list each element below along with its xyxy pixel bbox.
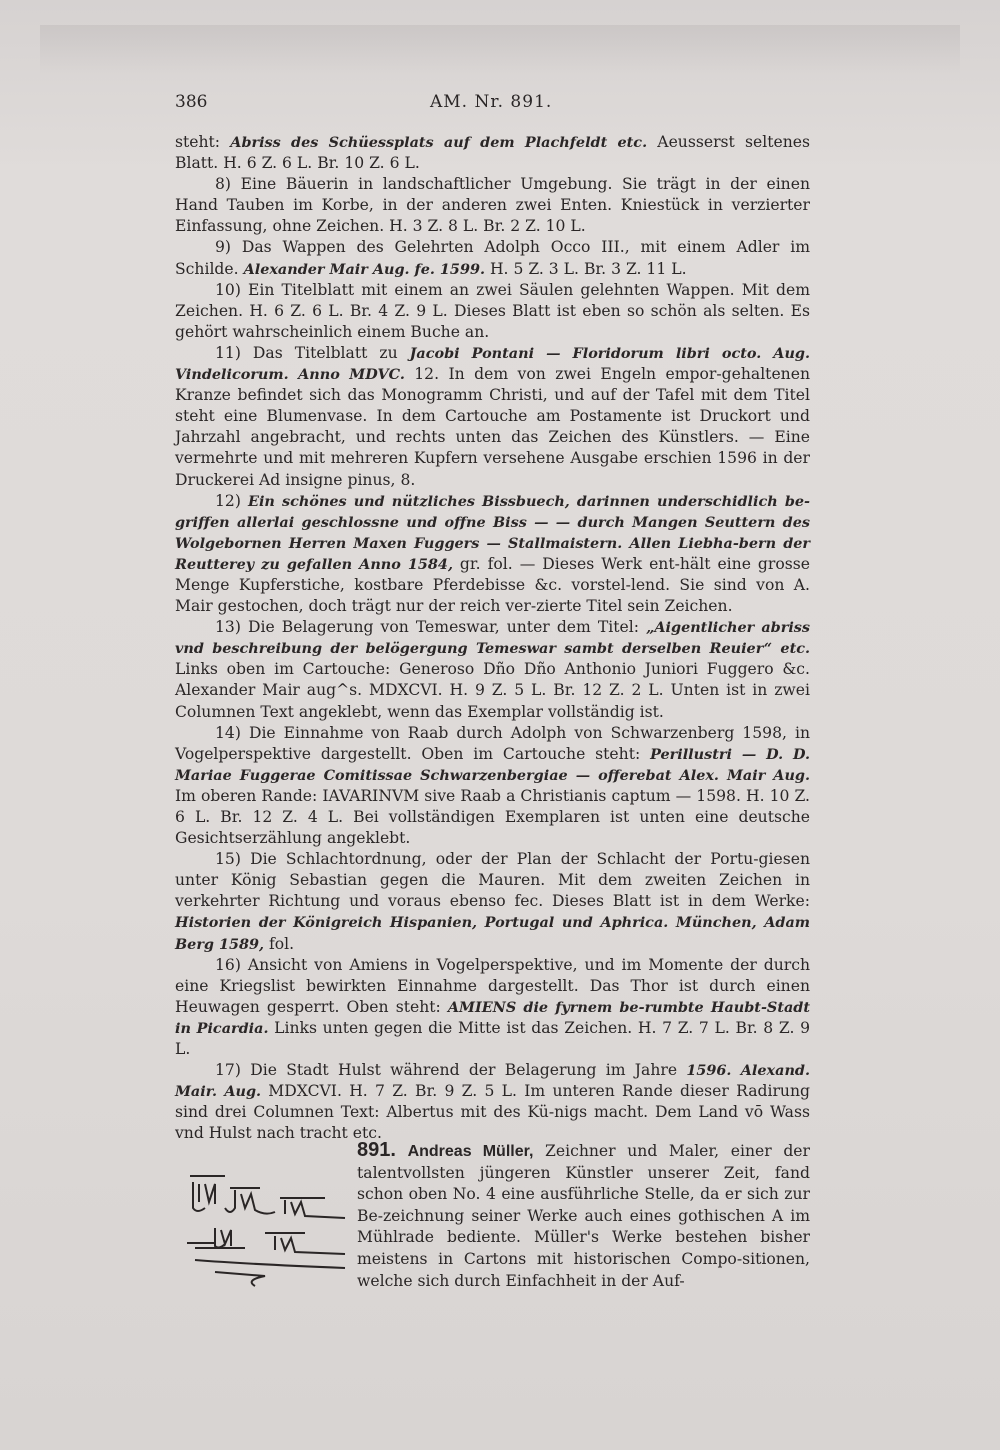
bleed-through-shadow [40, 25, 960, 75]
paragraph: 8) Eine Bäuerin in landschaftlicher Umgebung. Sie trägt in der einen Hand Tauben im Korbe, in der anderen zwei Enten. Kniestück in verzierter Einfassung, ohne Zeichen. H. 3 Z. 8 L. Br. 2 Z. 10 L. [175, 175, 810, 236]
monogram-5-icon [265, 1233, 345, 1254]
paragraph: 16) Ansicht von Amiens in Vogelperspektive, und im Momente der durch eine Kriegslist bewirkten Einnahme dargestellt. Das Thor ist durch einen Heuwagen gesperrt. Oben steht: AMIENS die fyrnem be-rumbte Haubt-Stadt in Picardia. Links unten gegen die Mitte ist das Zeichen. H. 7 Z. 7 L. Br. 8 Z. 9 L. [175, 955, 811, 1059]
paragraph: 14) Die Einnahme von Raab durch Adolph von Schwarzenberg 1598, in Vogelperspektive dargestellt. Oben im Cartouche steht: Perillustri — D. D. Mariae Fuggerae Comitissae Schwarzenbergiae — offerebat Alex. Mair Aug. Im oberen Rande: IAVARINVM sive Raab a Christianis captum — 1598. H. 10 Z. 6 L. Br. 12 Z. 4 L. Bei vollständigen Exemplaren ist unten eine deutsche Gesichtserzählung angeklebt. [175, 723, 810, 848]
paragraph: 17) Die Stadt Hulst während der Belagerung im Jahre 1596. Alexand. Mair. Aug. MDXCVI. H. 7 Z. Br. 9 Z. 5 L. Im unteren Rande dieser Radirung sind drei Columnen Text: Albertus mit des Kü-nigs macht. Dem Land vō Wass vnd Hulst nach tracht etc. [175, 1061, 811, 1143]
paragraph: 10) Ein Titelblatt mit einem an zwei Säulen gelehnten Wappen. Mit dem Zeichen. H. 6 Z. 6 L. Br. 4 Z. 9 L. Dieses Blatt ist eben so schön als selten. Es gehört wahrscheinlich einem Buche an. [175, 280, 810, 341]
main-text [175, 132, 810, 1145]
artist-name: Andreas Müller, [407, 1143, 534, 1160]
paragraph: 13) Die Belagerung von Temeswar, unter dem Titel: „Aigentlicher abriss vnd beschreibung der belögergung Temeswar sambt derselben Reuier“ etc. Links oben im Cartouche: Generoso Dño Dño Anthonio Juniori Fuggero &c. Alexander Mair aug^s. MDXCVI. H. 9 Z. 5 L. Br. 12 Z. 2 L. Unten ist in zwei Columnen Text angeklebt, wenn das Exemplar vollständig ist. [175, 618, 810, 721]
monogram-2-icon [225, 1188, 275, 1214]
monogram-4-icon [187, 1228, 245, 1248]
monogram-1-icon [190, 1176, 225, 1211]
monogram-marks [185, 1168, 350, 1288]
paragraph: 12) Ein schönes und nützliches Bissbuech, darinnen underschidlich be-griffen allerlai geschlossne und offne Biss — — durch Mangen Seuttern des Wolgebornen Herren Maxen Fuggers — Stallmaistern. Allen Liebha-bern der Reutterey zu gefallen Anno 1584, gr. fol. — Dieses Werk ent-hält eine grosse Menge Kupferstiche, kostbare Pferdebisse &c. vorstel-lend. Sie sind von A. Mair gestochen, doch trägt nur der reich ver-zierte Titel sein Zeichen. [175, 491, 811, 616]
page-number: 386 [175, 92, 208, 112]
running-title: AM. Nr. 891. [430, 92, 553, 112]
monogram-6-icon [195, 1260, 345, 1286]
page-header [175, 92, 805, 120]
artist-text: Zeichner und Maler, einer der talentvollsten jüngeren Künstler unserer Zeit, fand schon oben No. 4 eine ausführliche Stelle, da er sich zur Be-zeichnung seiner Werke auch eines gothischen A im Mühlrade bediente. Müller's Werke bestehen bisher meistens in Cartons mit historischen Compo-sitionen, welche sich durch Einfachheit in der Auf- [357, 1142, 810, 1290]
paragraph: 9) Das Wappen des Gelehrten Adolph Occo III., mit einem Adler im Schilde. Alexander Mair Aug. fe. 1599. H. 5 Z. 3 L. Br. 3 Z. 11 L. [175, 238, 810, 278]
paragraph: 11) Das Titelblatt zu Jacobi Pontani — Floridorum libri octo. Aug. Vindelicorum. Anno MDVC. 12. In dem von zwei Engeln empor-gehaltenen Kranze befindet sich das Monogramm Christi, und auf der Tafel mit dem Titel steht eine Blumenvase. In dem Cartouche am Postamente ist Druckort und Jahrzahl angebracht, und rechts unten das Zeichen des Künstlers. — Eine vermehrte und mit mehreren Kupfern versehene Ausgabe erschien 1596 in der Druckerei Ad insigne pinus, 8. [175, 343, 810, 489]
entry-number: 891. [357, 1139, 396, 1161]
paragraph: 15) Die Schlachtordnung, oder der Plan der Schlacht der Portu-giesen unter König Sebastian gegen die Mauren. Mit dem zweiten Zeichen in verkehrter Richtung und voraus ebenso fec. Dieses Blatt ist in dem Werke: Historien der Königreich Hispanien, Portugal und Aphrica. München, Adam Berg 1589, fol. [175, 850, 810, 953]
monogram-3-icon [280, 1198, 345, 1218]
paragraph: steht: Abriss des Schüessplats auf dem Plachfeldt etc. Aeusserst seltenes Blatt. H. 6 Z. 6 L. Br. 10 Z. 6 L. [175, 133, 810, 173]
